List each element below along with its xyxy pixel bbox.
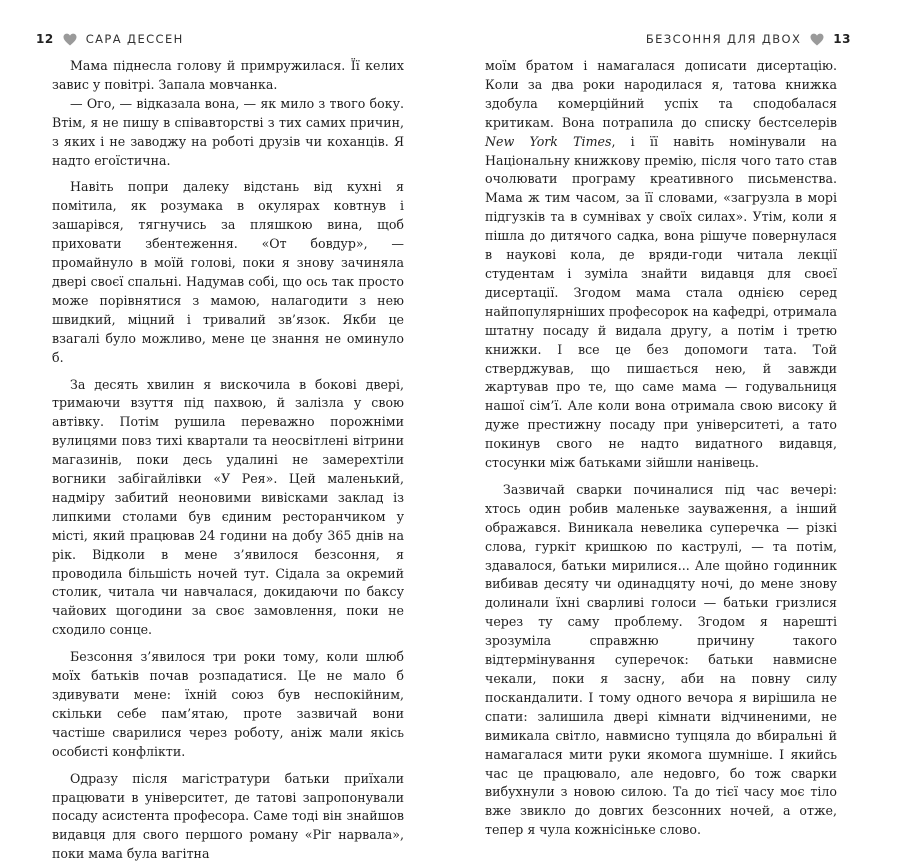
italic-title: New York Times (485, 133, 612, 149)
paragraph-text: Зазвичай сварки починалися під час вечері: хтось один робив маленьке зауваження, а інший ображався. Виникала невелика суперечка — різкі слова, гуркіт кришкою по каструлі, — та потім, здавалося, батьки мирилися... Але щойно годинник вибивав десяту чи одинадцяту ночі, до мене знову долинали їхні сварливі голоси — батьки гризлися через ту саму проблему. Згодом я нарешті зрозуміла справжню причину такого відтермінування суперечок: батьки навмисне чекали, поки я засну, аби на повну силу поскандалити. І тому одного вечора я вирішила не спати: залишила двері кімнати відчиненими, не вимикала світло, навмисно тупцяла до вбиральні й намагалася мити руки якомога шумніше. І якийсь час це працювало, але недовго, бо тож сварки вибухнули з новою силою. Та до тієї часу моє тіло вже звикло до довгих безсонних ночей, а отже, тепер я чула кожнісіньке слово. (485, 481, 837, 838)
right-page-number: 13 (833, 32, 851, 46)
paragraph (485, 57, 837, 473)
right-running-head (646, 32, 851, 46)
paragraph (52, 648, 404, 761)
right-running-head-title: БЕЗСОННЯ ДЛЯ ДВОХ (645, 32, 802, 46)
paragraph (52, 770, 404, 864)
heart-icon (63, 33, 77, 46)
paragraph-text: , і її навіть номінували на Національну книжкову премію, після чого тато став очолювати програму креативного письменства. Мама ж тим часом, за її словами, «загрузла в морі підгузків та в сумнівах у своїх силах». Утім, коли я пішла до дитячого садка, вона рішуче повернулася в наукові кола, де вряди-годи читала лекції студентам і зуміла знайти видавця для своєї дисертації. Згодом мама стала однією серед найпопулярніших професорок на кафедрі, отримала штатну посаду й видала другу, а потім і третю книжки. І все це без допомоги тата. Той стверджував, що пишається нею, й завжди жартував про те, що саме мама — годувальниця нашої сім’ї. Але коли вона отримала свою високу й дуже престижну посаду при університеті, а тато покинув свого не надто видатного видавця, стосунки між батьками зійшли нанівець. (485, 133, 838, 471)
left-page-text (52, 57, 404, 864)
left-running-head-title: САРА ДЕССЕН (85, 32, 184, 46)
paragraph-text: Одразу після магістратури батьки приїхали працювати в університет, де татові запропонували посаду асистента професора. Саме тоді він знайшов видавця для свого першого роману «Ріг нарвала», поки мама була вагітна (52, 770, 404, 862)
paragraph-text: Мама піднесла голову й примружилася. Її келих завис у повітрі. Запала мовчанка. (52, 58, 404, 92)
paragraph-text: За десять хвилин я вискочила в бокові двері, тримаючи взуття під пахвою, й залізла у свою автівку. Потім рушила переважно порожніми вулицями повз тихі квартали та неосвітлені вітрини магазинів, поки десь удалині не замерехтіли вогники забігайлівки «У Рея». Цей маленький, надміру забитий неоновими вивісками заклад із липкими столами був єдиним ресторанчиком у місті, який працював 24 години на добу 365 днів на рік. Відколи в мене з’явилося безсоння, я проводила більшість ночей тут. Сідала за окремий столик, читала чи навчалася, докидаючи по баксу чайових щогодини за своє замовлення, поки не сходило сонце. (52, 376, 404, 638)
paragraph (52, 95, 404, 171)
paragraph (52, 376, 404, 641)
right-page-text (485, 57, 837, 840)
paragraph (52, 178, 404, 367)
paragraph (52, 57, 404, 95)
paragraph-text: Безсоння з’явилося три роки тому, коли шлюб моїх батьків почав розпадатися. Це не мало б здивувати мене: їхній союз був неспокійним, скільки себе пам’ятаю, проте зазвичай вони частіше сварилися через роботу, аніж мали якісь особисті конфлікти. (52, 649, 404, 759)
heart-icon (810, 33, 824, 46)
left-running-head (36, 32, 184, 46)
right-page (449, 0, 897, 838)
left-page-number: 12 (36, 32, 54, 46)
paragraph-text: — Ого, — відказала вона, — як мило з твого боку. Втім, я не пишу в співавторстві з тих самих причин, з яких і не заводжу на роботі друзів чи коханців. Я надто егоїстична. (52, 95, 404, 168)
paragraph (485, 481, 837, 840)
paragraph-text: моїм братом і намагалася дописати дисертацію. Коли за два роки народилася я, татова книжка здобула комерційний успіх та сподобалася критикам. Вона потрапила до списку бестселерів (485, 58, 837, 130)
paragraph-text: Навіть попри далеку відстань від кухні я помітила, як розумака в окулярах ковтнув і зашарівся, тягнучись за пляшкою вина, щоб приховати збентеження. «От бовдур», — промайнуло в моїй голові, поки я знову зачиняла двері своєї спальні. Надумав собі, що ось так просто може порівнятися з мамою, налагодити з нею швидкий, міцний і тривалий зв’язок. Якби це взагалі було можливо, мене це знання не оминуло б. (52, 179, 404, 365)
left-page (0, 0, 448, 862)
